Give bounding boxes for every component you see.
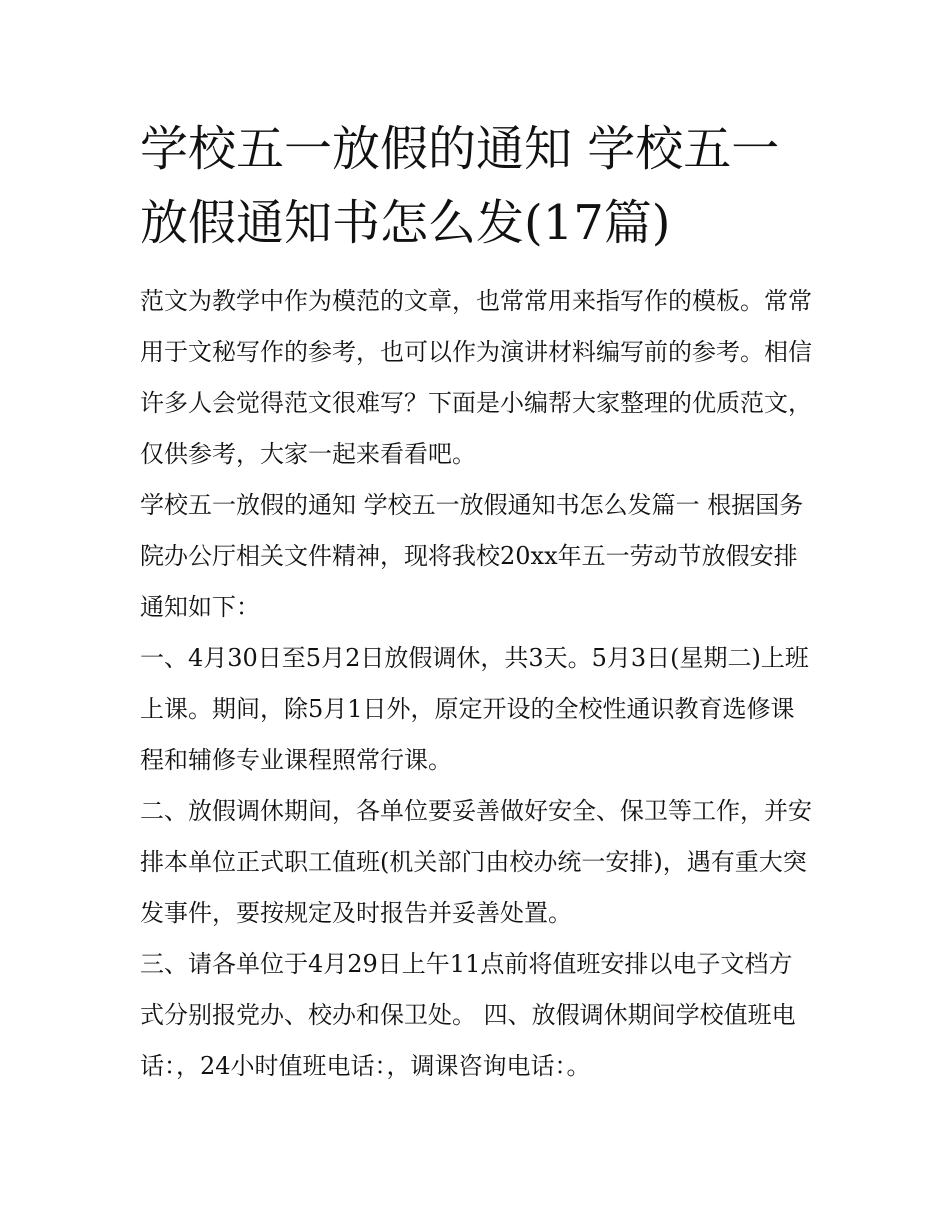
- paragraph-item-2: 二、放假调休期间，各单位要妥善做好安全、保卫等工作，并安排本单位正式职工值班(机关部门由校办统一安排)，遇有重大突发事件，要按规定及时报告并妥善处置。: [140, 797, 812, 927]
- paragraph-item-3: 三、请各单位于4月29日上午11点前将值班安排以电子文档方式分别报党办、校办和保卫处。 四、放假调休期间学校值班电话：，24小时值班电话：，调课咨询电话：。: [140, 950, 796, 1080]
- paragraph-intro: 范文为教学中作为模范的文章，也常常用来指写作的模板。常常用于文秘写作的参考，也可以作为演讲材料编写前的参考。相信许多人会觉得范文很难写？下面是小编帮大家整理的优质范文，仅供参考，大家一起来看看吧。: [140, 287, 812, 468]
- document-title: 学校五一放假的通知 学校五一放假通知书怎么发(17篇): [140, 121, 780, 251]
- paragraph-item-1: 一、4月30日至5月2日放假调休，共3天。5月3日(星期二)上班上课。期间，除5月1日外，原定开设的全校性通识教育选修课程和辅修专业课程照常行课。: [140, 644, 809, 774]
- paragraph-notice-intro: 学校五一放假的通知 学校五一放假通知书怎么发篇一 根据国务院办公厅相关文件精神，现将我校20xx年五一劳动节放假安排通知如下：: [140, 491, 804, 621]
- document-body: [140, 276, 812, 1092]
